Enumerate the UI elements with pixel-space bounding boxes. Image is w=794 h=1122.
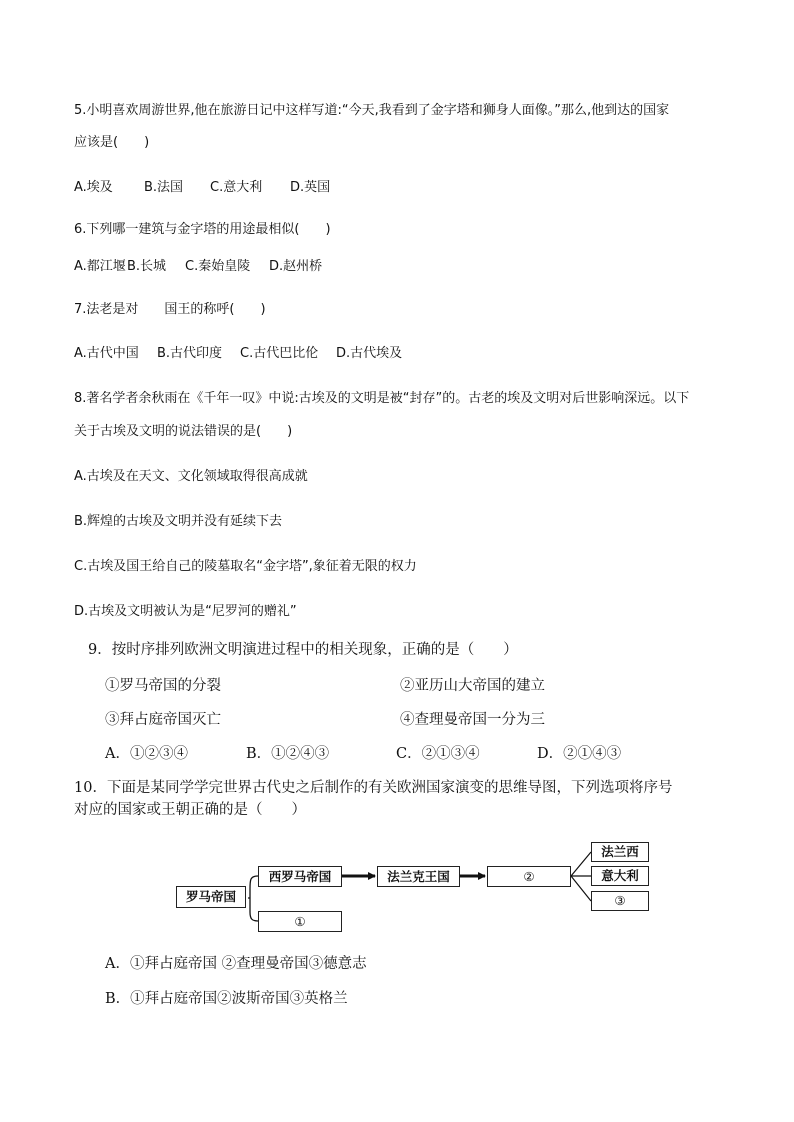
q8-stem-line2: 关于古埃及文明的说法错误的是( ) <box>74 424 293 439</box>
q9-option-c: C．②①③④ <box>396 746 480 762</box>
q5-option-a: A.埃及 <box>74 180 113 195</box>
branch-lines <box>571 852 591 901</box>
q6-option-c: C.秦始皇陵 <box>185 259 251 274</box>
q8-option-c: C.古埃及国王给自己的陵墓取名“金字塔”,象征着无限的权力 <box>74 559 417 574</box>
q5-stem-line2: 应该是( ) <box>74 135 150 150</box>
q7-option-b: B.古代印度 <box>157 346 223 361</box>
box-roman-empire: 罗马帝国 <box>176 886 246 908</box>
q7-stem: 7.法老是对 国王的称呼( ) <box>74 302 266 317</box>
q9-option-b: B．①②④③ <box>246 746 330 762</box>
q7-option-d: D.古代埃及 <box>336 346 403 361</box>
root-brace <box>248 876 258 921</box>
q5-option-c: C.意大利 <box>210 180 263 195</box>
box-blank-1: ① <box>258 911 342 932</box>
q5-stem-line1: 5.小明喜欢周游世界,他在旅游日记中这样写道:“今天,我看到了金字塔和狮身人面像。”那么,他到达的国家 <box>74 103 670 118</box>
q8-stem-line1: 8.著名学者余秋雨在《千年一叹》中说:古埃及的文明是被“封存”的。古老的埃及文明对后世影响深远。以下 <box>74 391 690 406</box>
q9-option-a: A．①②③④ <box>105 746 188 762</box>
q9-item-1: ①罗马帝国的分裂 <box>105 678 221 694</box>
q5-option-b: B.法国 <box>144 180 184 195</box>
q9-item-2: ②亚历山大帝国的建立 <box>400 678 545 694</box>
q10-option-a: A．①拜占庭帝国 ②查理曼帝国③德意志 <box>105 956 367 972</box>
q7-option-c: C.古代巴比伦 <box>240 346 319 361</box>
q6-option-b: B.长城 <box>127 259 167 274</box>
q10-option-b: B．①拜占庭帝国②波斯帝国③英格兰 <box>105 991 348 1007</box>
box-western-roman-empire: 西罗马帝国 <box>258 866 342 887</box>
q8-option-a: A.古埃及在天文、文化领域取得很高成就 <box>74 469 308 484</box>
box-blank-3: ③ <box>591 891 649 911</box>
q6-option-a: A.都江堰 <box>74 259 126 274</box>
q8-option-d: D.古埃及文明被认为是“尼罗河的赠礼” <box>74 604 297 619</box>
box-france: 法兰西 <box>591 842 649 862</box>
q6-stem: 6.下列哪一建筑与金字塔的用途最相似( ) <box>74 222 331 237</box>
q9-item-3: ③拜占庭帝国灭亡 <box>105 712 221 728</box>
q8-option-b: B.辉煌的古埃及文明并没有延续下去 <box>74 514 283 529</box>
box-italy: 意大利 <box>591 866 649 886</box>
q5-option-d: D.英国 <box>290 180 331 195</box>
q10-stem-line2: 对应的国家或王朝正确的是（ ） <box>74 802 306 818</box>
q9-stem: 9．按时序排列欧洲文明演进过程中的相关现象，正确的是（ ） <box>88 642 518 658</box>
q6-option-d: D.赵州桥 <box>269 259 323 274</box>
box-frankish-kingdom: 法兰克王国 <box>377 866 460 887</box>
q9-item-4: ④查理曼帝国一分为三 <box>400 712 545 728</box>
q10-stem-line1: 10．下面是某同学学完世界古代史之后制作的有关欧洲国家演变的思维导图，下列选项将序号 <box>74 780 673 796</box>
box-blank-2: ② <box>487 866 571 887</box>
q9-option-d: D．②①④③ <box>537 746 622 762</box>
q7-option-a: A.古代中国 <box>74 346 139 361</box>
